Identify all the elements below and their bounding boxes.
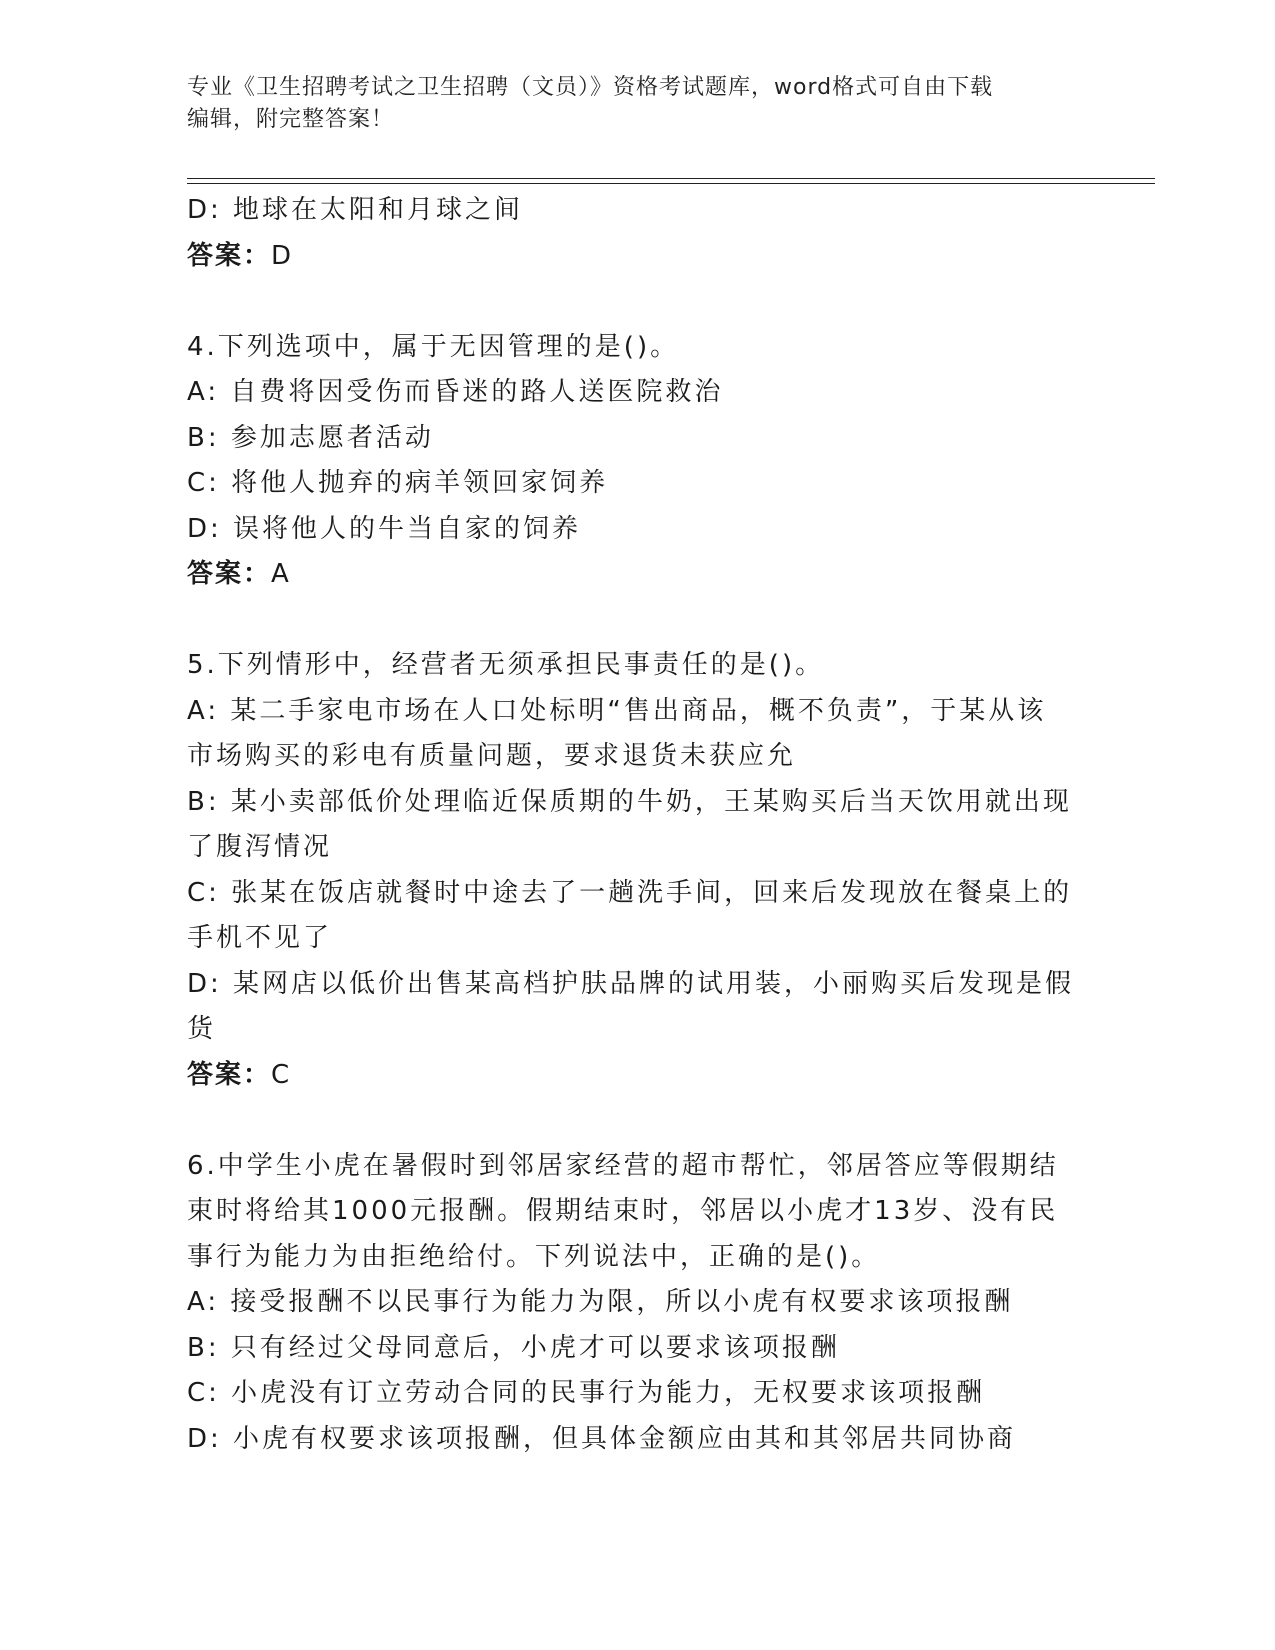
q3-answer	[187, 234, 1067, 280]
question-4	[187, 325, 1067, 598]
spacer	[187, 279, 1067, 325]
header-line-1: 专业《卫生招聘考试之卫生招聘（文员）》资格考试题库，word格式可自由下载	[187, 75, 994, 100]
page-header	[187, 72, 1067, 136]
q6-option-d: D: 小虎有权要求该项报酬，但具体金额应由其和其邻居共同协商	[187, 1423, 1017, 1454]
q5-option-d-line-1: D: 某网店以低价出售某高档护肤品牌的试用装，小丽购买后发现是假	[187, 968, 1075, 999]
document-body	[187, 188, 1075, 1462]
q6-stem-line-1: 6.中学生小虎在暑假时到邻居家经营的超市帮忙，邻居答应等假期结	[187, 1150, 1059, 1181]
q5-option-d-line-2: 货	[187, 1014, 217, 1044]
q4-option-c: C: 将他人抛弃的病羊领回家饲养	[187, 468, 609, 498]
q3-answer-value: D	[271, 240, 294, 271]
spacer	[187, 1098, 1067, 1144]
q5-answer-value: C	[271, 1059, 292, 1090]
spacer	[187, 598, 1067, 644]
q5-answer-label: 答案：	[187, 1059, 272, 1090]
q5-option-b-line-1: B: 某小卖部低价处理临近保质期的牛奶，王某购买后当天饮用就出现	[187, 786, 1072, 817]
header-double-rule	[187, 178, 1155, 184]
q5-answer	[187, 1053, 1067, 1099]
q5-stem: 5.下列情形中，经营者无须承担民事责任的是()。	[187, 650, 825, 680]
q3-answer-label: 答案：	[187, 240, 272, 271]
q3-option-d: D: 地球在太阳和月球之间	[187, 195, 524, 225]
q5-option-c-line-2: 手机不见了	[187, 923, 333, 953]
header-line-2: 编辑，附完整答案！	[187, 107, 395, 132]
question-5	[187, 643, 1075, 1098]
q5-option-b-line-2: 了腹泻情况	[187, 832, 333, 862]
question-6	[187, 1144, 1067, 1463]
q4-option-d: D: 误将他人的牛当自家的饲养	[187, 513, 582, 544]
q6-option-c: C: 小虎没有订立劳动合同的民事行为能力，无权要求该项报酬	[187, 1378, 986, 1408]
q6-option-a: A: 接受报酬不以民事行为能力为限，所以小虎有权要求该项报酬	[187, 1287, 1014, 1317]
q4-option-b: B: 参加志愿者活动	[187, 422, 434, 453]
q5-option-a-line-1: A: 某二手家电市场在人口处标明“售出商品，概不负责”，于某从该	[187, 695, 1047, 726]
q4-answer-value: A	[271, 559, 291, 589]
q6-option-b: B: 只有经过父母同意后，小虎才可以要求该项报酬	[187, 1332, 840, 1363]
q5-option-c-line-1: C: 张某在饭店就餐时中途去了一趟洗手间，回来后发现放在餐桌上的	[187, 877, 1073, 908]
q4-stem: 4.下列选项中，属于无因管理的是()。	[187, 331, 680, 362]
question-3-tail	[187, 188, 1067, 279]
q6-stem-line-2: 束时将给其1000元报酬。假期结束时，邻居以小虎才13岁、没有民	[187, 1196, 1059, 1226]
q4-answer-label: 答案：	[187, 559, 272, 589]
q6-stem-line-3: 事行为能力为由拒绝给付。下列说法中，正确的是()。	[187, 1241, 881, 1272]
q4-answer	[187, 552, 1067, 598]
q5-option-a-line-2: 市场购买的彩电有质量问题，要求退货未获应允	[187, 741, 797, 771]
q4-option-a: A: 自费将因受伤而昏迷的路人送医院救治	[187, 377, 724, 407]
